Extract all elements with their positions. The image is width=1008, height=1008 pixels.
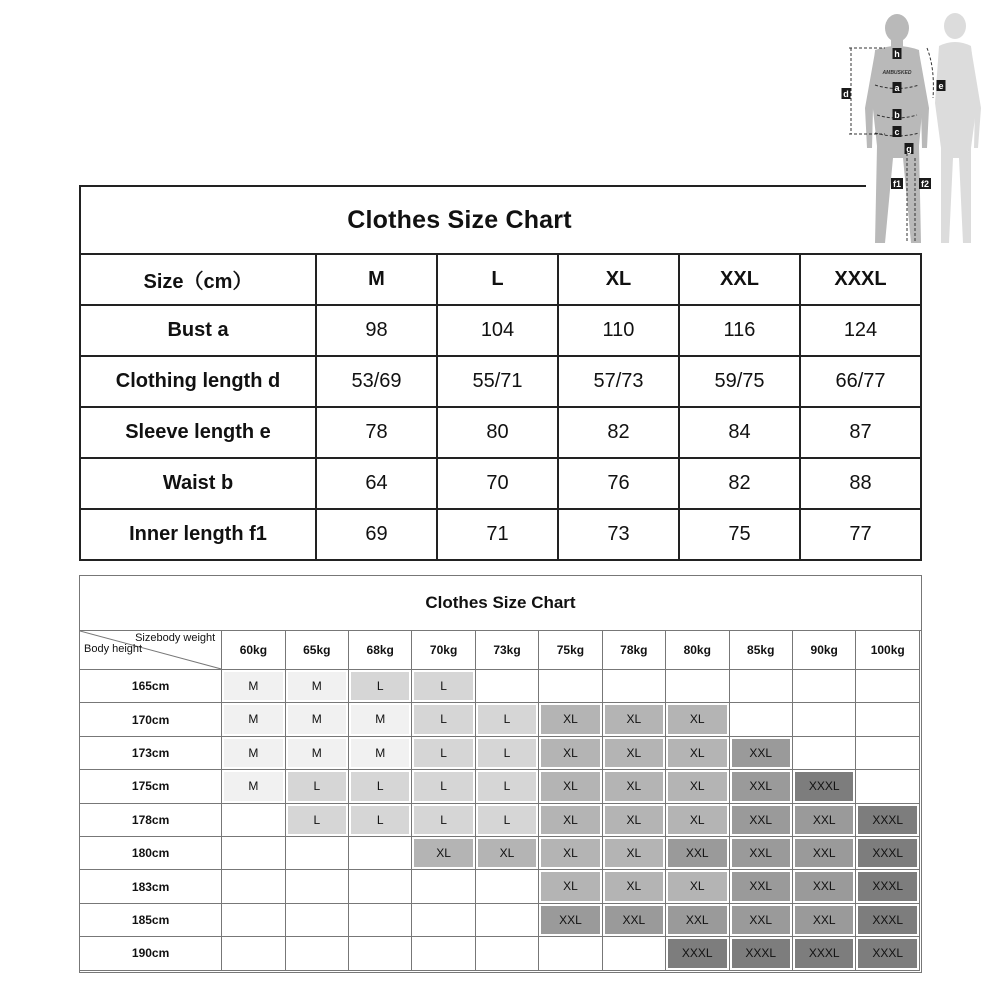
measure-label: g: [906, 144, 912, 154]
size-cell: [285, 836, 348, 869]
size-value: XL: [605, 872, 663, 900]
size-cell: [729, 836, 792, 869]
height-label: 173cm: [80, 736, 222, 769]
measurement-value: 110: [558, 305, 679, 356]
size-cell: [602, 736, 665, 769]
size-cell: [412, 903, 475, 936]
size-cell: [792, 937, 855, 970]
size-cell: [856, 770, 920, 803]
size-cell: [729, 703, 792, 736]
size-cell: [602, 836, 665, 869]
size-cell: [412, 670, 475, 703]
measurement-value: 87: [800, 407, 921, 458]
height-row: [80, 836, 920, 869]
size-value: XL: [414, 839, 472, 867]
size-value: M: [224, 705, 282, 733]
measurement-value: 59/75: [679, 356, 800, 407]
measurement-value: 70: [437, 458, 558, 509]
size-value: XXL: [795, 906, 853, 934]
size-cell: [729, 803, 792, 836]
size-cell: [285, 937, 348, 970]
size-cell: [412, 937, 475, 970]
weight-column-header: 78kg: [602, 631, 665, 670]
corner-height-label: Body height: [84, 643, 143, 655]
size-value: L: [478, 806, 536, 834]
size-value: L: [351, 672, 409, 700]
size-cell: [792, 836, 855, 869]
size-cell: [349, 770, 412, 803]
height-label: 190cm: [80, 937, 222, 970]
size-cell: [222, 803, 285, 836]
size-cell: [666, 770, 729, 803]
size-cell: [792, 870, 855, 903]
height-row: [80, 803, 920, 836]
size-value: XL: [541, 806, 599, 834]
size-value: M: [224, 772, 282, 800]
size-row: [80, 305, 921, 356]
measurement-value: 75: [679, 509, 800, 560]
size-cell: [856, 803, 920, 836]
measurement-value: 88: [800, 458, 921, 509]
size-value: L: [478, 705, 536, 733]
weight-column-header: 100kg: [856, 631, 920, 670]
size-chart-title: Clothes Size Chart: [347, 205, 572, 234]
height-label: 170cm: [80, 703, 222, 736]
size-cell: [729, 770, 792, 803]
weight-column-header: 73kg: [475, 631, 538, 670]
size-cell: [412, 703, 475, 736]
size-value: L: [414, 739, 472, 767]
height-row: [80, 903, 920, 936]
size-value: XXL: [541, 906, 599, 934]
height-label: 178cm: [80, 803, 222, 836]
measure-label: d: [843, 89, 849, 99]
size-cell: [285, 736, 348, 769]
size-cell: [602, 803, 665, 836]
size-cell: [539, 703, 602, 736]
size-cell: [222, 736, 285, 769]
size-column-header: XXL: [679, 254, 800, 305]
size-cell: [729, 736, 792, 769]
size-cell: [412, 836, 475, 869]
size-cell: [285, 870, 348, 903]
size-cell: [602, 903, 665, 936]
size-value: XL: [541, 872, 599, 900]
size-cell: [475, 803, 538, 836]
size-cell: [349, 903, 412, 936]
size-cell: [792, 803, 855, 836]
measurement-label: Clothing length d: [80, 356, 316, 407]
size-cell: [539, 670, 602, 703]
size-cell: [792, 770, 855, 803]
size-chart-grid: [79, 253, 922, 561]
measure-label: e: [938, 81, 944, 91]
size-cell: [285, 803, 348, 836]
weight-height-grid: [79, 630, 920, 971]
size-cell: [412, 870, 475, 903]
height-row: [80, 670, 920, 703]
weight-column-header: 80kg: [666, 631, 729, 670]
size-cell: [602, 770, 665, 803]
size-value: XXXL: [858, 806, 917, 834]
size-cell: [349, 836, 412, 869]
weight-height-size-table: [79, 575, 922, 973]
size-cell: [729, 670, 792, 703]
size-cell: [349, 736, 412, 769]
size-value: XXL: [732, 906, 790, 934]
measurement-value: 82: [558, 407, 679, 458]
size-cell: [539, 736, 602, 769]
size-header-row: [80, 254, 921, 305]
measurement-value: 76: [558, 458, 679, 509]
size-cell: [602, 703, 665, 736]
measure-label: c: [894, 127, 900, 137]
size-cell: [349, 937, 412, 970]
weight-column-header: 65kg: [285, 631, 348, 670]
size-column-header: XL: [558, 254, 679, 305]
measurement-value: 124: [800, 305, 921, 356]
size-cell: [666, 937, 729, 970]
size-value: M: [224, 739, 282, 767]
size-value: L: [414, 705, 472, 733]
measurement-value: 116: [679, 305, 800, 356]
weight-column-header: 85kg: [729, 631, 792, 670]
size-value: XXL: [732, 872, 790, 900]
measurement-label: Sleeve length e: [80, 407, 316, 458]
size-cell: [856, 937, 920, 970]
size-value: M: [288, 705, 346, 733]
measurement-value: 53/69: [316, 356, 437, 407]
size-cell: [475, 670, 538, 703]
size-cell: [285, 703, 348, 736]
size-cell: [539, 803, 602, 836]
shirt-logo-text: AMBUSKED: [882, 70, 912, 76]
size-value: XL: [541, 739, 599, 767]
corner-weight-label: Sizebody weight: [135, 632, 216, 644]
size-cell: [539, 836, 602, 869]
size-cell: [412, 736, 475, 769]
size-row: [80, 407, 921, 458]
size-cell: [222, 870, 285, 903]
size-value: XL: [668, 806, 726, 834]
size-value: XXL: [668, 906, 726, 934]
size-value: M: [288, 672, 346, 700]
weight-column-header: 90kg: [792, 631, 855, 670]
size-value: XXL: [732, 772, 790, 800]
size-value: XXL: [795, 839, 853, 867]
size-cell: [222, 836, 285, 869]
size-cell: [222, 937, 285, 970]
size-value: XXXL: [732, 939, 790, 967]
size-column-header: Size（cm）: [80, 254, 316, 305]
size-cell: [792, 903, 855, 936]
size-value: XL: [605, 705, 663, 733]
size-cell: [539, 870, 602, 903]
size-value: XL: [605, 739, 663, 767]
size-value: L: [351, 772, 409, 800]
size-column-header: M: [316, 254, 437, 305]
size-cell: [666, 670, 729, 703]
corner-header: [80, 631, 222, 670]
measure-label: h: [894, 49, 900, 59]
size-cell: [285, 770, 348, 803]
size-chart-table: [79, 185, 922, 549]
size-cell: [729, 903, 792, 936]
measurement-value: 71: [437, 509, 558, 560]
size-value: M: [224, 672, 282, 700]
size-cell: [349, 870, 412, 903]
size-value: XXL: [732, 739, 790, 767]
size-cell: [856, 670, 920, 703]
size-cell: [285, 670, 348, 703]
size-row: [80, 458, 921, 509]
size-cell: [285, 903, 348, 936]
measurement-value: 84: [679, 407, 800, 458]
size-cell: [475, 937, 538, 970]
size-value: M: [351, 705, 409, 733]
size-cell: [856, 703, 920, 736]
measurement-value: 64: [316, 458, 437, 509]
size-cell: [602, 670, 665, 703]
measure-label: b: [894, 110, 900, 120]
size-value: XXXL: [795, 772, 853, 800]
measurement-label: Bust a: [80, 305, 316, 356]
weight-height-chart-title: Clothes Size Chart: [80, 576, 921, 631]
measure-label: f2: [920, 179, 930, 189]
size-value: XXL: [605, 906, 663, 934]
size-cell: [602, 870, 665, 903]
size-cell: [222, 903, 285, 936]
height-row: [80, 937, 920, 970]
size-cell: [222, 703, 285, 736]
height-row: [80, 736, 920, 769]
size-value: XL: [605, 806, 663, 834]
size-cell: [792, 736, 855, 769]
size-value: L: [288, 772, 346, 800]
size-cell: [666, 870, 729, 903]
measurement-label: Waist b: [80, 458, 316, 509]
size-cell: [856, 903, 920, 936]
size-cell: [349, 703, 412, 736]
size-value: XXL: [795, 806, 853, 834]
measurement-value: 77: [800, 509, 921, 560]
size-column-header: L: [437, 254, 558, 305]
height-label: 180cm: [80, 836, 222, 869]
weight-column-header: 68kg: [349, 631, 412, 670]
size-cell: [475, 770, 538, 803]
size-value: XL: [541, 772, 599, 800]
size-cell: [792, 703, 855, 736]
size-cell: [666, 703, 729, 736]
height-label: 165cm: [80, 670, 222, 703]
size-cell: [222, 770, 285, 803]
height-label: 185cm: [80, 903, 222, 936]
size-value: L: [478, 739, 536, 767]
size-value: L: [288, 806, 346, 834]
size-value: XL: [605, 839, 663, 867]
size-cell: [666, 836, 729, 869]
height-label: 175cm: [80, 770, 222, 803]
weight-column-header: 60kg: [222, 631, 285, 670]
height-row: [80, 770, 920, 803]
measurement-value: 78: [316, 407, 437, 458]
height-row: [80, 703, 920, 736]
size-row: [80, 509, 921, 560]
size-value: XXXL: [858, 939, 917, 967]
size-value: XXXL: [858, 906, 917, 934]
measure-label: f1: [892, 179, 902, 189]
size-value: XXL: [732, 806, 790, 834]
size-value: XL: [668, 705, 726, 733]
measurement-value: 98: [316, 305, 437, 356]
size-value: L: [414, 806, 472, 834]
size-cell: [539, 770, 602, 803]
size-cell: [666, 803, 729, 836]
size-value: XL: [478, 839, 536, 867]
size-cell: [602, 937, 665, 970]
size-value: XL: [541, 705, 599, 733]
measurement-value: 80: [437, 407, 558, 458]
size-cell: [475, 736, 538, 769]
size-cell: [856, 736, 920, 769]
size-value: XL: [605, 772, 663, 800]
size-cell: [349, 670, 412, 703]
size-cell: [856, 870, 920, 903]
size-cell: [412, 770, 475, 803]
measurement-value: 82: [679, 458, 800, 509]
size-cell: [475, 836, 538, 869]
size-value: XXXL: [858, 872, 917, 900]
size-value: XXXL: [795, 939, 853, 967]
weight-header-row: [80, 631, 920, 670]
size-chart-title-row: [79, 185, 866, 253]
size-value: XXXL: [668, 939, 726, 967]
measurement-value: 66/77: [800, 356, 921, 407]
size-column-header: XXXL: [800, 254, 921, 305]
size-value: L: [414, 672, 472, 700]
size-cell: [349, 803, 412, 836]
size-value: XXL: [668, 839, 726, 867]
weight-column-header: 75kg: [539, 631, 602, 670]
size-cell: [222, 670, 285, 703]
size-value: XL: [668, 872, 726, 900]
size-cell: [539, 937, 602, 970]
size-cell: [856, 836, 920, 869]
size-cell: [475, 870, 538, 903]
size-cell: [792, 670, 855, 703]
size-value: M: [288, 739, 346, 767]
size-cell: [539, 903, 602, 936]
size-value: XL: [668, 739, 726, 767]
height-row: [80, 870, 920, 903]
measurement-value: 69: [316, 509, 437, 560]
size-value: L: [478, 772, 536, 800]
measure-label: a: [894, 83, 900, 93]
size-value: L: [351, 806, 409, 834]
measurement-value: 57/73: [558, 356, 679, 407]
size-cell: [475, 703, 538, 736]
weight-column-header: 70kg: [412, 631, 475, 670]
size-value: L: [414, 772, 472, 800]
size-value: XXXL: [858, 839, 917, 867]
size-value: M: [351, 739, 409, 767]
measurement-value: 73: [558, 509, 679, 560]
measurement-value: 55/71: [437, 356, 558, 407]
size-cell: [475, 903, 538, 936]
height-label: 183cm: [80, 870, 222, 903]
size-row: [80, 356, 921, 407]
measurement-value: 104: [437, 305, 558, 356]
size-value: XXL: [795, 872, 853, 900]
size-cell: [412, 803, 475, 836]
size-value: XL: [668, 772, 726, 800]
size-cell: [729, 937, 792, 970]
measurement-label: Inner length f1: [80, 509, 316, 560]
size-cell: [666, 736, 729, 769]
size-cell: [729, 870, 792, 903]
size-cell: [666, 903, 729, 936]
size-value: XL: [541, 839, 599, 867]
size-value: XXL: [732, 839, 790, 867]
